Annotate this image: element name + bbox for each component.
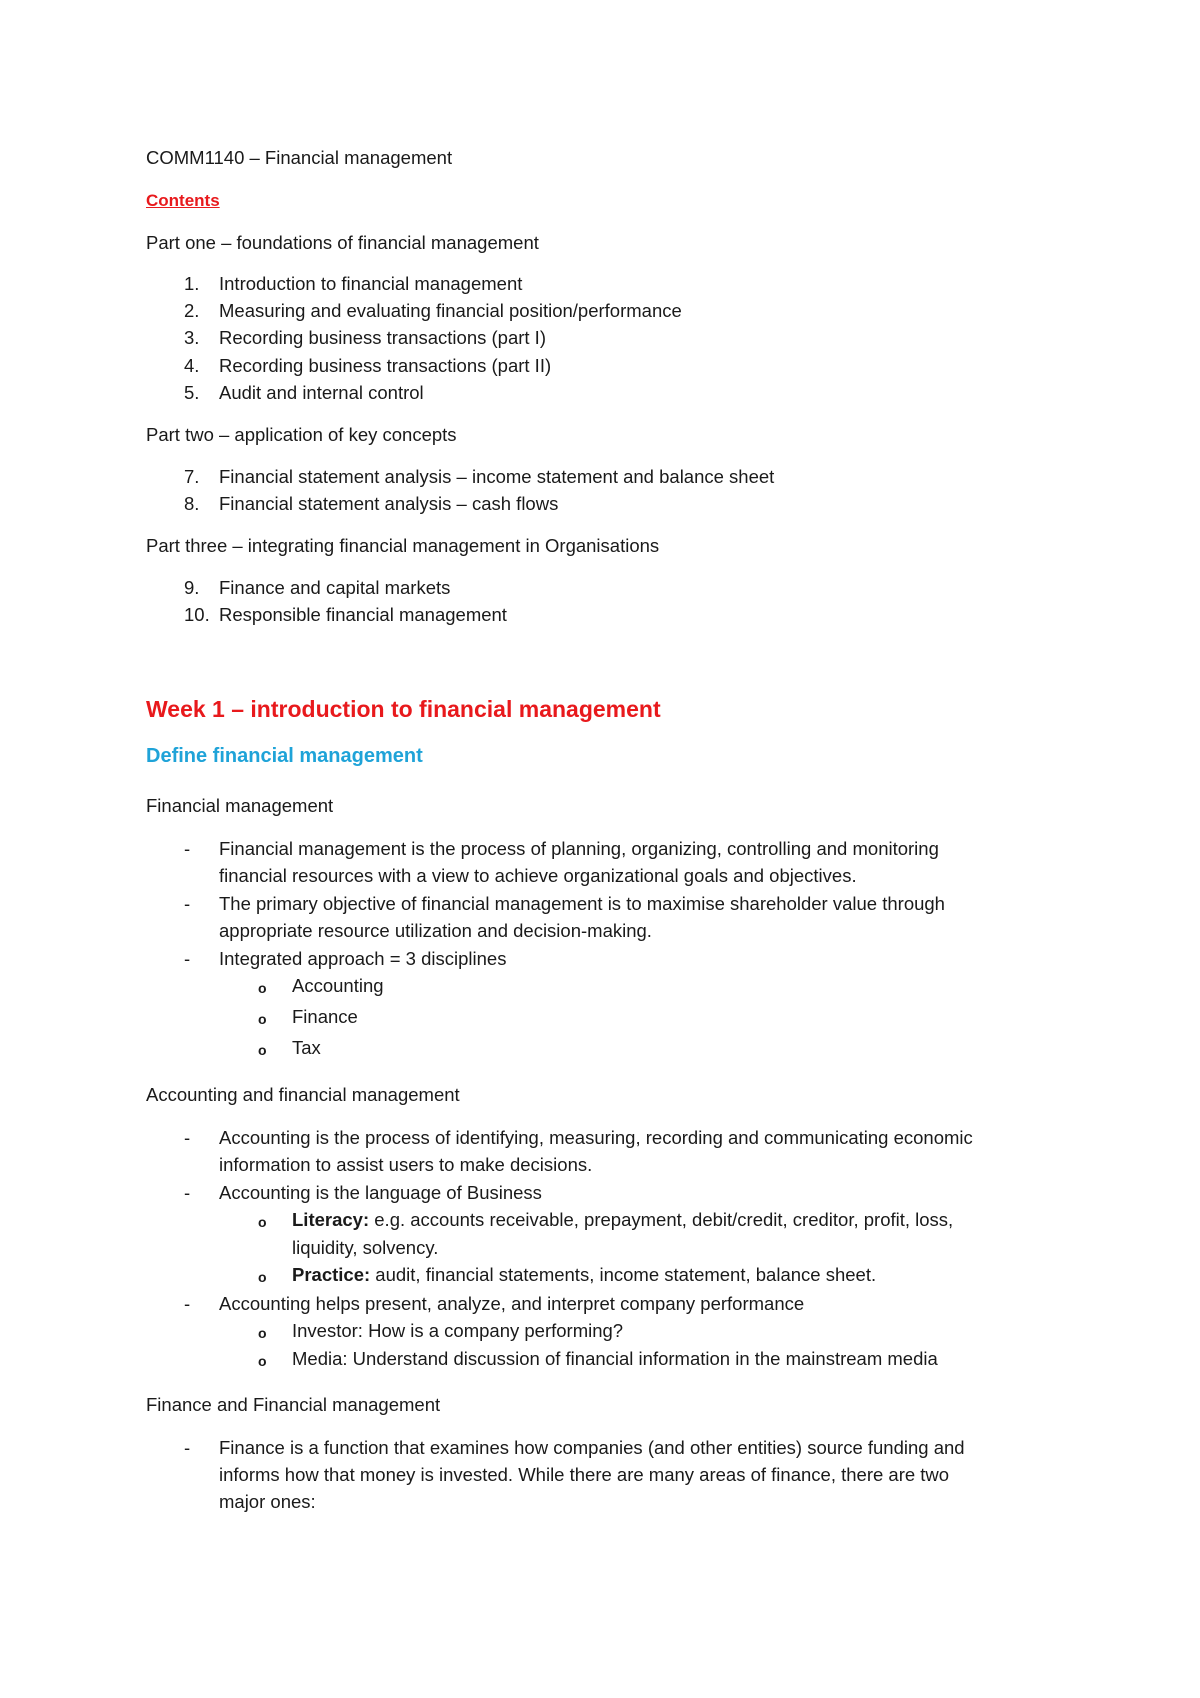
list-number: 2.: [184, 300, 200, 321]
bullet-text: Integrated approach = 3 disciplines: [219, 948, 507, 969]
part-one-title: Part one – foundations of financial management: [146, 232, 539, 253]
bullet-text: Financial management is the process of planning, organizing, controlling and monitoring: [219, 838, 939, 859]
list-text: Financial statement analysis – cash flows: [219, 493, 559, 514]
circle-bullet-icon: o: [258, 1325, 267, 1341]
sub-bullet-text: [292, 1264, 876, 1286]
bullet-text: Finance is a function that examines how companies (and other entities) source funding and: [219, 1437, 965, 1458]
document-title: COMM1140 – Financial management: [146, 147, 453, 168]
dash-bullet: -: [184, 893, 191, 914]
circle-bullet-icon: o: [258, 980, 267, 996]
list-number: 4.: [184, 355, 200, 376]
sub-bullet-text: liquidity, solvency.: [292, 1237, 439, 1258]
subsection-title: Accounting and financial management: [146, 1084, 460, 1105]
dash-bullet: -: [184, 1127, 191, 1148]
sub-bullet-text: Accounting: [292, 975, 384, 996]
subsection-title: Financial management: [146, 795, 334, 816]
sub-bullet-text: Finance: [292, 1006, 358, 1027]
bullet-text: Accounting helps present, analyze, and interpret company performance: [219, 1293, 805, 1314]
section-heading: Define financial management: [146, 745, 423, 767]
circle-bullet-icon: o: [258, 1042, 267, 1058]
list-number: 3.: [184, 327, 200, 348]
circle-bullet-icon: o: [258, 1214, 267, 1230]
sub-bullet-text: [292, 1209, 953, 1231]
sub-bullet-text: Media: Understand discussion of financial information in the mainstream media: [292, 1348, 938, 1369]
list-text: Recording business transactions (part II): [219, 355, 552, 376]
list-number: 5.: [184, 382, 200, 403]
list-number: 7.: [184, 466, 200, 487]
dash-bullet: -: [184, 838, 191, 859]
circle-bullet-icon: o: [258, 1353, 267, 1369]
bullet-text: information to assist users to make decisions.: [219, 1154, 593, 1175]
contents-heading: Contents: [146, 191, 220, 210]
list-text: Responsible financial management: [219, 604, 507, 625]
part-two-title: Part two – application of key concepts: [146, 424, 457, 445]
bullet-text: major ones:: [219, 1491, 316, 1512]
circle-bullet-icon: o: [258, 1011, 267, 1027]
dash-bullet: -: [184, 1293, 191, 1314]
list-text: Audit and internal control: [219, 382, 424, 403]
sub-bullet-text: Investor: How is a company performing?: [292, 1320, 624, 1341]
bullet-text: informs how that money is invested. While there are many areas of finance, there are two: [219, 1464, 950, 1485]
list-text: Measuring and evaluating financial position/performance: [219, 300, 682, 321]
week1-heading: Week 1 – introduction to financial management: [146, 696, 661, 722]
bullet-text: appropriate resource utilization and decision-making.: [219, 920, 652, 941]
dash-bullet: -: [184, 1437, 191, 1458]
list-text: Finance and capital markets: [219, 577, 451, 598]
bullet-text: financial resources with a view to achieve organizational goals and objectives.: [219, 865, 857, 886]
list-number: 8.: [184, 493, 200, 514]
bullet-text: Accounting is the process of identifying, measuring, recording and communicating economic: [219, 1127, 973, 1148]
list-text: Financial statement analysis – income statement and balance sheet: [219, 466, 775, 487]
list-number: 9.: [184, 577, 200, 598]
circle-bullet-icon: o: [258, 1269, 267, 1285]
list-number: 10.: [184, 604, 210, 625]
list-text: Recording business transactions (part I): [219, 327, 546, 348]
practice-label: Practice:: [292, 1264, 371, 1285]
literacy-text: e.g. accounts receivable, prepayment, debit/credit, creditor, profit, loss,: [369, 1209, 954, 1230]
subsection-title: Finance and Financial management: [146, 1394, 441, 1415]
dash-bullet: -: [184, 1182, 191, 1203]
bullet-text: Accounting is the language of Business: [219, 1182, 542, 1203]
dash-bullet: -: [184, 948, 191, 969]
practice-text: audit, financial statements, income statement, balance sheet.: [370, 1264, 877, 1285]
part-three-title: Part three – integrating financial management in Organisations: [146, 535, 660, 556]
list-text: Introduction to financial management: [219, 273, 523, 294]
bullet-text: The primary objective of financial management is to maximise shareholder value through: [219, 893, 945, 914]
literacy-label: Literacy:: [292, 1209, 370, 1230]
sub-bullet-text: Tax: [292, 1037, 321, 1058]
list-number: 1.: [184, 273, 200, 294]
